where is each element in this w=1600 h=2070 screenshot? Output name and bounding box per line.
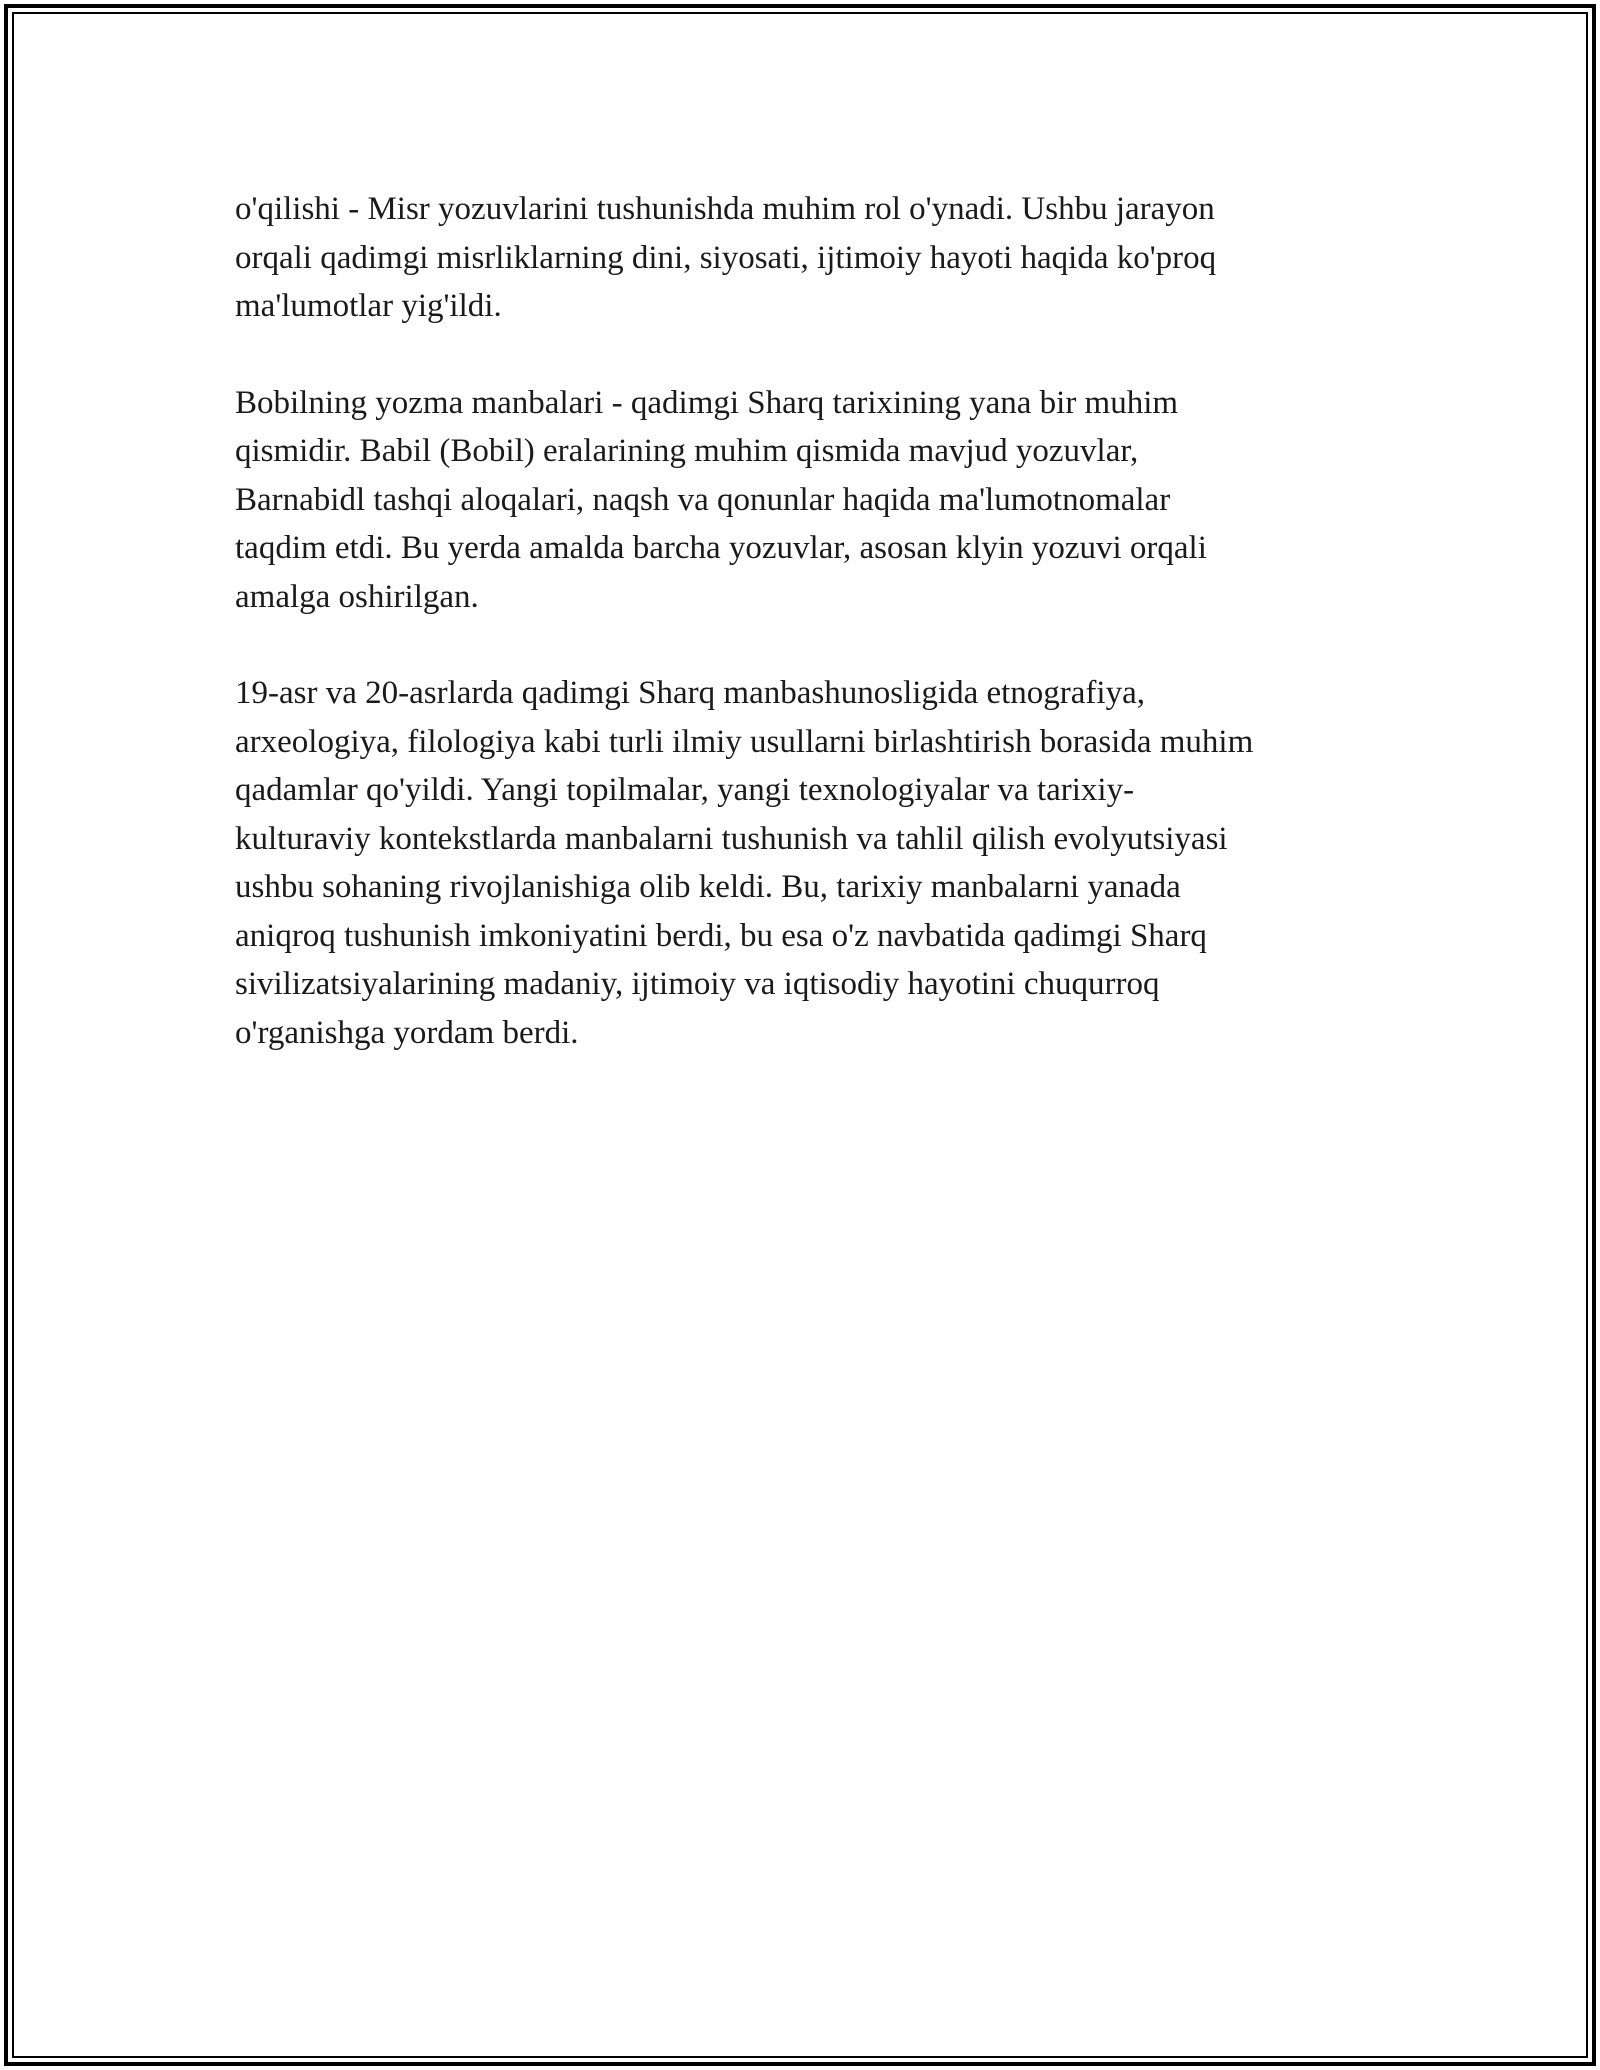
paragraph-sharq-manbashunosligi: 19-asr va 20-asrlarda qadimgi Sharq manbashunosligida etnografiya, arxeologiya, filologiya kabi turli ilmiy usullarni birlashtirish borasida muhim qadamlar qo'yildi. Yangi topilmalar, yangi texnologiyalar va tarixiy- kulturaviy kontekstlarda manbalarni tushunish va tahlil qilish evolyutsiyasi ushbu sohaning rivojlanishiga olib keldi. Bu, tarixiy manbalarni yanada aniqroq tushunish imkoniyatini berdi, bu esa o'z navbatida qadimgi Sharq sivilizatsiyalarining madaniy, ijtimoiy va iqtisodiy hayotini chuqurroq o'rganishga yordam berdi. (235, 675, 1254, 1051)
document-body (235, 185, 1385, 1105)
paragraph-bobil-manbalari: Bobilning yozma manbalari - qadimgi Sharq tarixining yana bir muhim qismidir. Babil (Bobil) eralarining muhim qismida mavjud yozuvlar, Barnabidl tashqi aloqalari, naqsh va qonunlar haqida ma'lumotnomalar taqdim etdi. Bu yerda amalda barcha yozuvlar, asosan klyin yozuvi orqali amalga oshirilgan. (235, 384, 1207, 615)
paragraph-misr-yozuvlari: o'qilishi - Misr yozuvlarini tushunishda muhim rol o'ynadi. Ushbu jarayon orqali qadimgi misrliklarning dini, siyosati, ijtimoiy hayoti haqida ko'proq ma'lumotlar yig'ildi. (235, 191, 1217, 324)
